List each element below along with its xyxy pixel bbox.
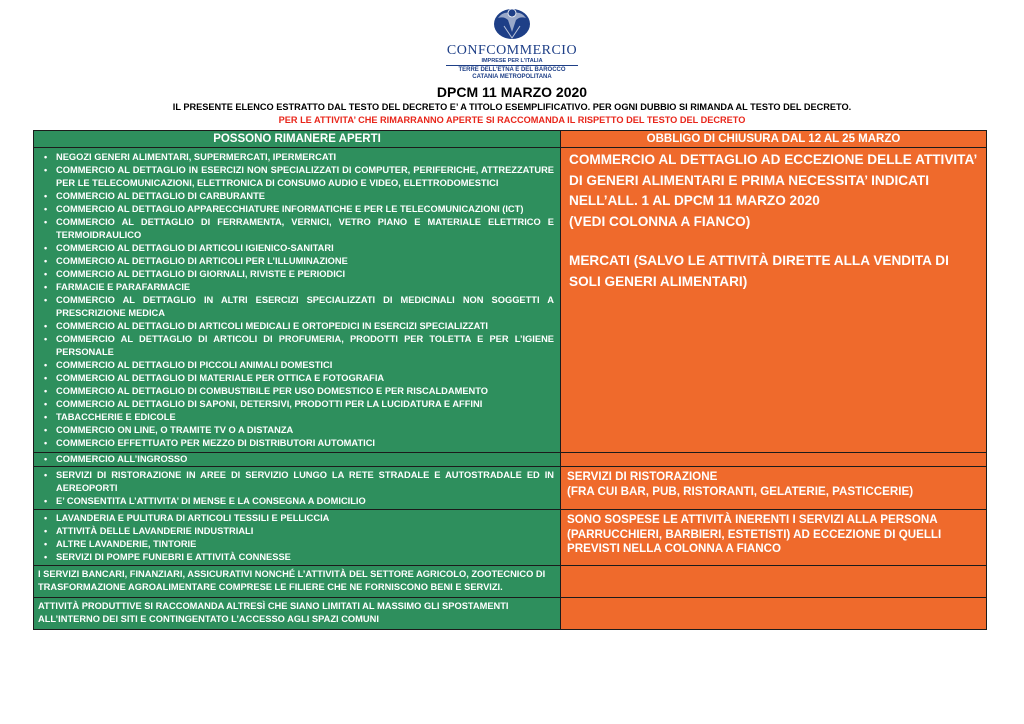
open-wholesale-cell [34, 453, 561, 467]
table-row [34, 467, 987, 510]
list-item: • COMMERCIO AL DETTAGLIO DI MATERIALE PER OTTICA E FOTOGRAFIA [56, 372, 554, 385]
closed-banking-cell [561, 566, 987, 598]
header-open-cell [34, 131, 561, 148]
list-item: • ATTIVITÀ DELLE LAVANDERIE INDUSTRIALI [56, 525, 554, 538]
open-food-service-cell [34, 467, 561, 510]
list-item: • E’ CONSENTITA L’ATTIVITA’ DI MENSE E LA CONSEGNA A DOMICILIO [56, 495, 554, 508]
list-item: • COMMERCIO AL DETTAGLIO DI COMBUSTIBILE PER USO DOMESTICO E PER RISCALDAMENTO [56, 385, 554, 398]
list-item: • COMMERCIO AL DETTAGLIO DI ARTICOLI DI PROFUMERIA, PRODOTTI PER TOLETTA E PER L’IGIENE PERSONALE [56, 333, 554, 359]
table-row [34, 453, 987, 467]
brand-location-line1: TERRE DELL'ETNA E DEL BAROCCO [458, 67, 566, 73]
table-header-row [34, 131, 987, 148]
page-subtitle: IL PRESENTE ELENCO ESTRATTO DAL TESTO DEL DECRETO E’ A TITOLO ESEMPLIFICATIVO. PER OGNI DUBBIO SI RIMANDA AL TESTO DEL DECRETO. [172, 102, 852, 112]
closed-food-service-cell [561, 467, 987, 510]
open-food-service-list [34, 467, 560, 509]
open-production-text: ATTIVITÀ PRODUTTIVE SI RACCOMANDA ALTRESÌ CHE SIANO LIMITATI AL MASSIMO GLI SPOSTAMENTI ALL’INTERNO DEI SITI E CONTINGENTATO L’ACCESSO AGLI SPAZI COMUNI [38, 601, 509, 624]
header-closed-cell [561, 131, 987, 148]
list-item: • ALTRE LAVANDERIE, TINTORIE [56, 538, 554, 551]
table-row [34, 510, 987, 566]
list-item: • COMMERCIO AL DETTAGLIO DI CARBURANTE [56, 190, 554, 203]
closed-personal-text: SONO SOSPESE LE ATTIVITÀ INERENTI I SERVIZI ALLA PERSONA (PARRUCCHIERI, BARBIERI, ESTETISTI) AD ECCEZIONE DI QUELLI PREVISTI NELLA COLONNA A FIANCO [567, 513, 942, 555]
page-title: DPCM 11 MARZO 2020 [436, 84, 588, 100]
closed-food-service-line1: SERVIZI DI RISTORAZIONE [567, 470, 718, 483]
table-row [34, 566, 987, 598]
closed-retail-p2: MERCATI (SALVO LE ATTIVITÀ DIRETTE ALLA VENDITA DI SOLI GENERI ALIMENTARI) [569, 253, 949, 289]
list-item: • COMMERCIO AL DETTAGLIO DI FERRAMENTA, VERNICI, VETRO PIANO E MATERIALE ELETTRICO E TERMOIDRAULICO [56, 216, 554, 242]
list-item: • COMMERCIO AL DETTAGLIO DI ARTICOLI IGIENICO-SANITARI [56, 242, 554, 255]
list-item: • COMMERCIO AL DETTAGLIO DI PICCOLI ANIMALI DOMESTICI [56, 359, 554, 372]
list-item: • COMMERCIO AL DETTAGLIO DI GIORNALI, RIVISTE E PERIODICI [56, 268, 554, 281]
list-item: • COMMERCIO AL DETTAGLIO IN ALTRI ESERCIZI SPECIALIZZATI DI MEDICINALI NON SOGGETTI A PRESCRIZIONE MEDICA [56, 294, 554, 320]
closed-wholesale-cell [561, 453, 987, 467]
open-personal-cell [34, 510, 561, 566]
header-closed: OBBLIGO DI CHIUSURA DAL 12 AL 25 MARZO [646, 133, 901, 145]
page-note: PER LE ATTIVITA’ CHE RIMARRANNO APERTE SI RACCOMANDA IL RISPETTO DEL TESTO DEL DECRETO [278, 115, 746, 125]
list-item: • COMMERCIO AL DETTAGLIO DI ARTICOLI MEDICALI E ORTOPEDICI IN ESERCIZI SPECIALIZZATI [56, 320, 554, 333]
open-banking-text: I SERVIZI BANCARI, FINANZIARI, ASSICURATIVI NONCHÉ L’ATTIVITÀ DEL SETTORE AGRICOLO, ZOOTECNICO DI TRASFORMAZIONE AGROALIMENTARE COMPRESE LE FILIERE CHE NE FORNISCONO BENI E SERVIZI. [38, 569, 546, 592]
closed-food-service-line2: (FRA CUI BAR, PUB, RISTORANTI, GELATERIE, PASTICCERIE) [567, 484, 914, 498]
table-row [34, 598, 987, 630]
closed-retail-text [561, 148, 986, 293]
open-production-cell [34, 598, 561, 630]
list-item: • NEGOZI GENERI ALIMENTARI, SUPERMERCATI, IPERMERCATI [56, 151, 554, 164]
closed-retail-p1: COMMERCIO AL DETTAGLIO AD ECCEZIONE DELLE ATTIVITA’ DI GENERI ALIMENTARI E PRIMA NECESSITA’ INDICATI NELL’ALL. 1 AL DPCM 11 MARZO 2020 [569, 152, 977, 209]
closed-retail-cell [561, 148, 987, 453]
list-item: • COMMERCIO AL DETTAGLIO IN ESERCIZI NON SPECIALIZZATI DI COMPUTER, PERIFERICHE, ATTREZZATURE PER LE TELECOMUNICAZIONI, ELETTRONICA DI CONSUMO AUDIO E VIDEO, ELETTRODOMESTICI [56, 164, 554, 190]
eagle-emblem-icon [492, 4, 532, 42]
closed-production-cell [561, 598, 987, 630]
open-retail-cell [34, 148, 561, 453]
activities-table [33, 130, 987, 630]
table-row [34, 148, 987, 453]
list-item: • COMMERCIO AL DETTAGLIO DI ARTICOLI PER L’ILLUMINAZIONE [56, 255, 554, 268]
header-open: POSSONO RIMANERE APERTI [213, 133, 381, 145]
list-item: • COMMERCIO ALL’INGROSSO [56, 453, 554, 466]
brand-tagline: IMPRESE PER L'ITALIA [481, 58, 543, 64]
closed-retail-p1b: (VEDI COLONNA A FIANCO) [569, 213, 751, 229]
open-personal-list [34, 510, 560, 565]
brand-name: CONFCOMMERCIO [446, 43, 578, 58]
open-wholesale-list [34, 453, 560, 466]
list-item: • SERVIZI DI RISTORAZIONE IN AREE DI SERVIZIO LUNGO LA RETE STRADALE E AUTOSTRADALE ED IN AEREOPORTI [56, 469, 554, 495]
closed-food-service-text [561, 467, 986, 501]
list-item: • SERVIZI DI POMPE FUNEBRI E ATTIVITÀ CONNESSE [56, 551, 554, 564]
open-retail-list [34, 148, 560, 452]
closed-personal-cell [561, 510, 987, 566]
list-item: • COMMERCIO AL DETTAGLIO DI SAPONI, DETERSIVI, PRODOTTI PER LA LUCIDATURA E AFFINI [56, 398, 554, 411]
list-item: • TABACCHERIE E EDICOLE [56, 411, 554, 424]
confcommercio-logo [444, 4, 580, 86]
logo-divider [446, 65, 578, 66]
open-banking-cell [34, 566, 561, 598]
list-item: • LAVANDERIA E PULITURA DI ARTICOLI TESSILI E PELLICCIA [56, 512, 554, 525]
list-item: • COMMERCIO EFFETTUATO PER MEZZO DI DISTRIBUTORI AUTOMATICI [56, 437, 554, 450]
list-item: • COMMERCIO AL DETTAGLIO APPARECCHIATURE INFORMATICHE E PER LE TELECOMUNICAZIONI (ICT) [56, 203, 554, 216]
list-item: • FARMACIE E PARAFARMACIE [56, 281, 554, 294]
list-item: • COMMERCIO ON LINE, O TRAMITE TV O A DISTANZA [56, 424, 554, 437]
brand-location-line2: CATANIA METROPOLITANA [472, 73, 552, 80]
